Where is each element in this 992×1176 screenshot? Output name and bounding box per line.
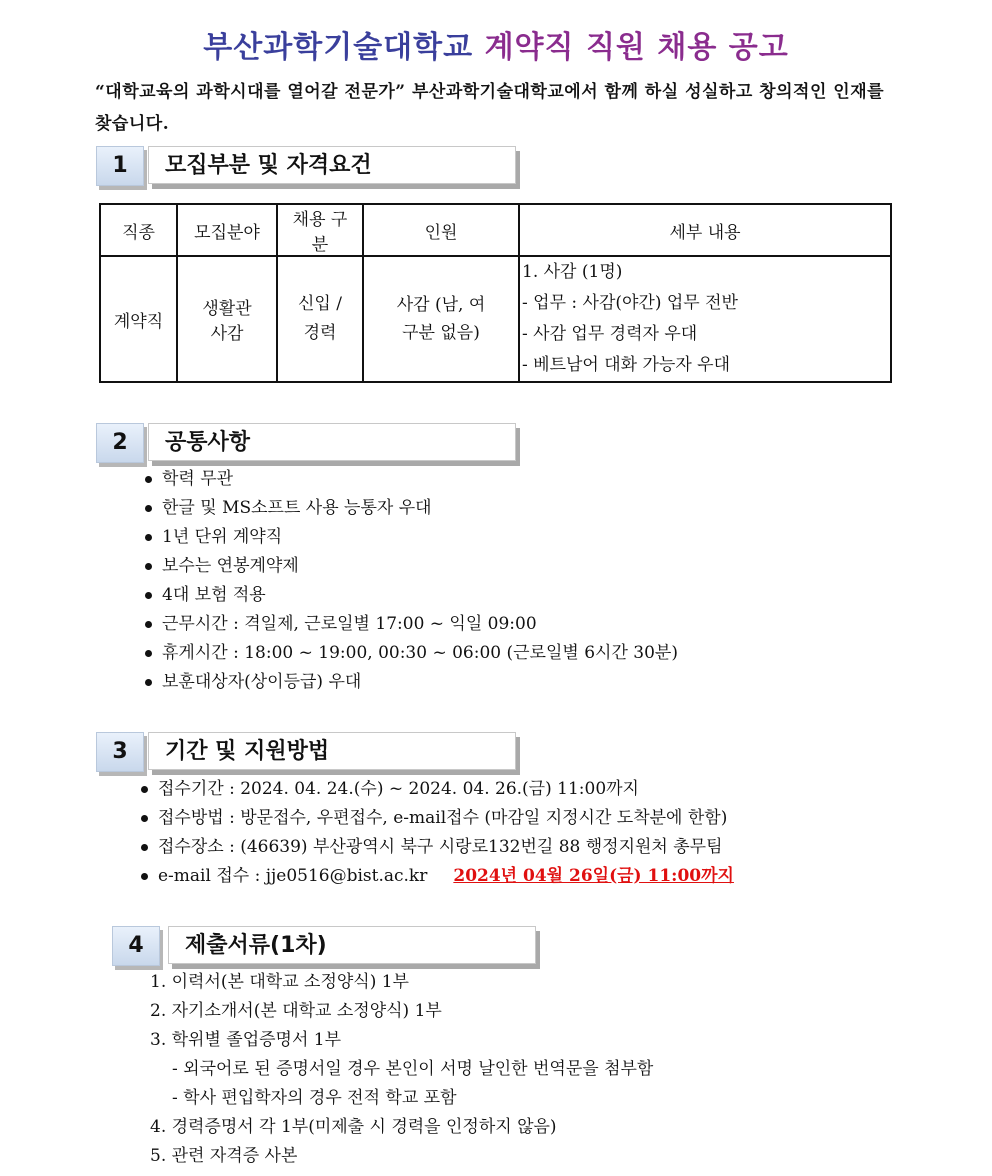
section-1-header: [96, 146, 526, 190]
list-item: 휴게시간 : 18:00 ~ 19:00, 00:30 ~ 06:00 (근로일별 6시간 30분): [140, 639, 678, 668]
header-count: 인원: [363, 204, 519, 256]
list-item: 4대 보험 적용: [140, 581, 678, 610]
table-row: [100, 256, 891, 382]
cell-type: 계약직: [100, 256, 177, 382]
section-4-header: [112, 926, 542, 970]
list-item: 접수기간 : 2024. 04. 24.(수) ~ 2024. 04. 26.(금) 11:00까지: [136, 775, 734, 804]
section-2-header: [96, 423, 526, 467]
cell-detail: [519, 256, 891, 382]
section-title: 모집부분 및 자격요건: [148, 146, 516, 184]
section-number: 1: [96, 146, 144, 186]
detail-line: 1. 사감 (1명): [522, 262, 623, 282]
title-school: 부산과학기술대학교: [203, 30, 474, 65]
detail-line: - 업무 : 사감(야간) 업무 전반: [522, 293, 738, 313]
intro-text: “대학교육의 과학시대를 열어갈 전문가” 부산과학기술대학교에서 함께 하실 성실하고 창의적인 인재를 찾습니다.: [95, 82, 885, 134]
list-item: 5. 관련 자격증 사본: [150, 1146, 298, 1166]
header-hire: 채용 구분: [277, 204, 363, 256]
section-title: 제출서류(1차): [168, 926, 536, 964]
detail-line: - 베트남어 대화 가능자 우대: [522, 355, 731, 375]
list-item: 보훈대상자(상이등급) 우대: [140, 668, 678, 697]
list-item: 1년 단위 계약직: [140, 523, 678, 552]
list-item: 보수는 연봉계약제: [140, 552, 678, 581]
detail-line: - 사감 업무 경력자 우대: [522, 324, 698, 344]
section-3-header: [96, 732, 526, 776]
documents-list: [150, 968, 653, 1171]
deadline-note: 2024년 04월 26일(금) 11:00까지: [453, 866, 734, 886]
section-title: 공통사항: [148, 423, 516, 461]
list-item: 한글 및 MS소프트 사용 능통자 우대: [140, 494, 678, 523]
cell-field: 생활관 사감: [177, 256, 277, 382]
section-number: 3: [96, 732, 144, 772]
header-type: 직종: [100, 204, 177, 256]
header-detail: 세부 내용: [519, 204, 891, 256]
recruit-table: [99, 203, 892, 383]
section-number: 2: [96, 423, 144, 463]
list-item: 근무시간 : 격일제, 근로일별 17:00 ~ 익일 09:00: [140, 610, 678, 639]
list-item: 접수장소 : (46639) 부산광역시 북구 시랑로132번길 88 행정지원처 총무팀: [136, 833, 734, 862]
page-title: [0, 22, 992, 66]
section-title: 기간 및 지원방법: [148, 732, 516, 770]
list-item: 1. 이력서(본 대학교 소정양식) 1부: [150, 972, 409, 992]
list-item: 접수방법 : 방문접수, 우편접수, e-mail접수 (마감일 지정시간 도착분에 한함): [136, 804, 734, 833]
title-posting: 계약직 직원 채용 공고: [484, 30, 789, 65]
apply-list: [136, 775, 734, 891]
cell-count: 사감 (남, 여 구분 없음): [363, 256, 519, 382]
common-list: [140, 465, 678, 697]
list-subitem: - 학사 편입학자의 경우 전적 학교 포함: [172, 1088, 457, 1108]
list-item: 3. 학위별 졸업증명서 1부: [150, 1030, 342, 1050]
list-item: 학력 무관: [140, 465, 678, 494]
list-item: 2. 자기소개서(본 대학교 소정양식) 1부: [150, 1001, 442, 1021]
list-item: 4. 경력증명서 각 1부(미제출 시 경력을 인정하지 않음): [150, 1117, 557, 1137]
email-line: e-mail 접수 : jje0516@bist.ac.kr: [158, 866, 428, 886]
list-subitem: - 외국어로 된 증명서일 경우 본인이 서명 날인한 번역문을 첨부함: [172, 1059, 654, 1079]
cell-hire: 신입 / 경력: [277, 256, 363, 382]
table-header-row: [100, 204, 891, 256]
list-item: [136, 862, 734, 891]
section-number: 4: [112, 926, 160, 966]
header-field: 모집분야: [177, 204, 277, 256]
